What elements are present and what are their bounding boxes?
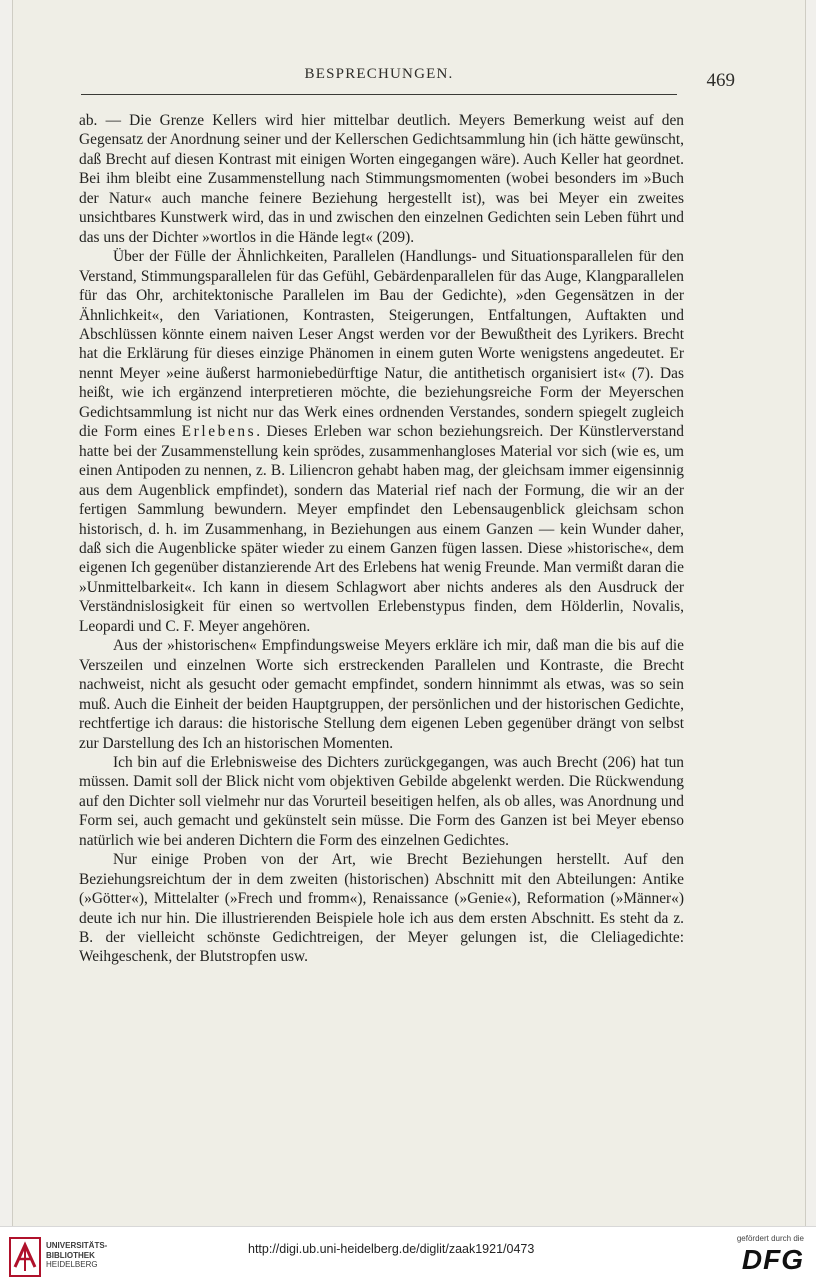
page-number: 469 [706, 70, 735, 91]
paragraph-3: Aus der »historischen« Empfindungsweise Meyers erkläre ich mir, daß man die bis auf die Verszeilen und einzelnen Worte sich erstreckenden Parallelen und Kontraste, die Brecht nachweist, nicht als gesucht oder gemacht empfindet, sondern hinnimmt als etwas, was so sein muß. Auch die Einheit der beiden Hauptgruppen, der persönlichen und der historischen Gedichte, rechtfertige ich daraus: die historische Stellung dem eigenen Leben gegenüber drängt von selbst zur Darstellung des Ich an historischen Momenten. [79, 637, 684, 752]
running-head: BESPRECHUNGEN. [304, 66, 454, 82]
paragraph-2: Über der Fülle der Ähnlichkeiten, Parallelen (Handlungs- und Situationsparallelen für den Verstand, Stimmungsparallelen für das Gefühl, Gebärdenparallelen für das Auge, Klangparallelen für das Ohr, architektonische Parallelen im Bau der Gedichte), »den Gegensätzen in der Ähnlichkeit«, den Variationen, Kontrasten, Steigerungen, Entfaltungen, Auftakten und Abschlüssen könnte einem naiven Leser Angst werden vor der Bewußtheit des Lyrikers. Brecht hat die Erklärung für dieses einzige Phänomen in einem guten Worte wenigstens angedeutet. Er nennt Meyer »eine äußerst harmoniebedürftige Natur, die antithetisch organisiert ist« (7). Das heißt, wie ich ergänzend interpretieren möchte, die beziehungsreiche Form der Meyerschen Gedichtsammlung ist nicht nur das Werk eines ordnenden Verstandes, sondern spiegelt zugleich die Form eines Erlebens. Dieses Erleben war schon beziehungsreich. Der Künstlerverstand hatte bei der Zusammenstellung kein sprödes, zusammenhangloses Material vor sich (wie es, um einen Antipoden zu nennen, z. B. Liliencron gehabt haben mag, der gleichsam immer eigensinnig aus dem Augenblick empfindet), sondern das Material rief nach der Formung, die wir an der fertigen Sammlung bewundern. Meyer empfindet den Lebensaugenblick gleichsam schon historisch, d. h. im Zusammenhang, in Beziehungen aus einem Ganzen — kein Wunder daher, daß sich die Augenblicke später wieder zu einem Ganzen fügen lassen. Diese »historische«, dem eigenen Ich gegenüber distanzierende Art des Erlebens hat wenig Freunde. Man vermißt daran die »Unmittelbarkeit«. Ich kann in diesem Schlagwort aber nichts anderes als den Ausdruck der Verständnislosigkeit für einen so wertvollen Erlebenstypus finden, dem Hölderlin, Novalis, Leopardi und C. F. Meyer angehören. [79, 248, 684, 635]
paragraph-1: ab. — Die Grenze Kellers wird hier mittelbar deutlich. Meyers Bemerkung weist auf den Gegensatz der Anordnung seiner und der Kellerschen Gedichtsammlung hin (ich hätte gewünscht, daß Brecht auf diesen Kontrast mit einigen Worten eingegangen wäre). Auch Keller hat geordnet. Bei ihm bleibt eine Zusammenstellung nach Stimmungsmomenten (wobei besonders im »Buch der Natur« auch manche feinere Beziehung hergestellt ist), was bei Meyer ein zweites unsichtbares Kunstwerk wird, das in und zwischen den einzelnen Gedichten sein Leben führt und das uns der Dichter »wortlos in die Hände legt« (209). [79, 112, 684, 246]
scanned-page [12, 0, 806, 1226]
funding-note: gefördert durch die [736, 1234, 804, 1243]
body-text [79, 111, 684, 967]
university-library-logo-icon[interactable] [9, 1237, 41, 1277]
viewer-footer [0, 1226, 816, 1285]
paragraph-5: Nur einige Proben von der Art, wie Brecht Beziehungen herstellt. Auf den Beziehungsreichtum der in dem zweiten (historischen) Abschnitt mit den Abteilungen: Antike (»Götter«), Mittelalter (»Frech und fromm«), Renaissance (»Genie«), Reformation (»Männer«) deute ich nur hin. Die illustrierenden Beispiele hole ich aus dem ersten Abschnitt. Es steht da z. B. der vielleicht schönste Gedichtreigen, der Meyer gelungen ist, die Cleliagedichte: Weihgeschenk, der Blutstropfen usw. [79, 851, 684, 966]
library-name: UNIVERSITÄTS- BIBLIOTHEK HEIDELBERG [46, 1241, 108, 1269]
paragraph-4: Ich bin auf die Erlebnisweise des Dichters zurückgegangen, was auch Brecht (206) hat tun müssen. Damit soll der Blick nicht vom objektiven Gebilde abgelenkt werden. Die Rückwendung auf den Dichter soll vielmehr nur das Vorurteil beseitigen helfen, als ob alles, was Anordnung und Form sei, auch gemacht und gekünstelt sein müsse. Die Form des Ganzen ist bei Meyer ebenso natürlich wie bei anderen Dichtern die Form des einzelnen Gedichtes. [79, 753, 684, 849]
page-header [81, 62, 735, 95]
dfg-logo[interactable]: DFG [741, 1244, 804, 1275]
emphasis-erlebens: Erlebens [181, 423, 257, 441]
permalink-url[interactable]: http://digi.ub.uni-heidelberg.de/diglit/zaak1921/0473 [248, 1242, 535, 1256]
